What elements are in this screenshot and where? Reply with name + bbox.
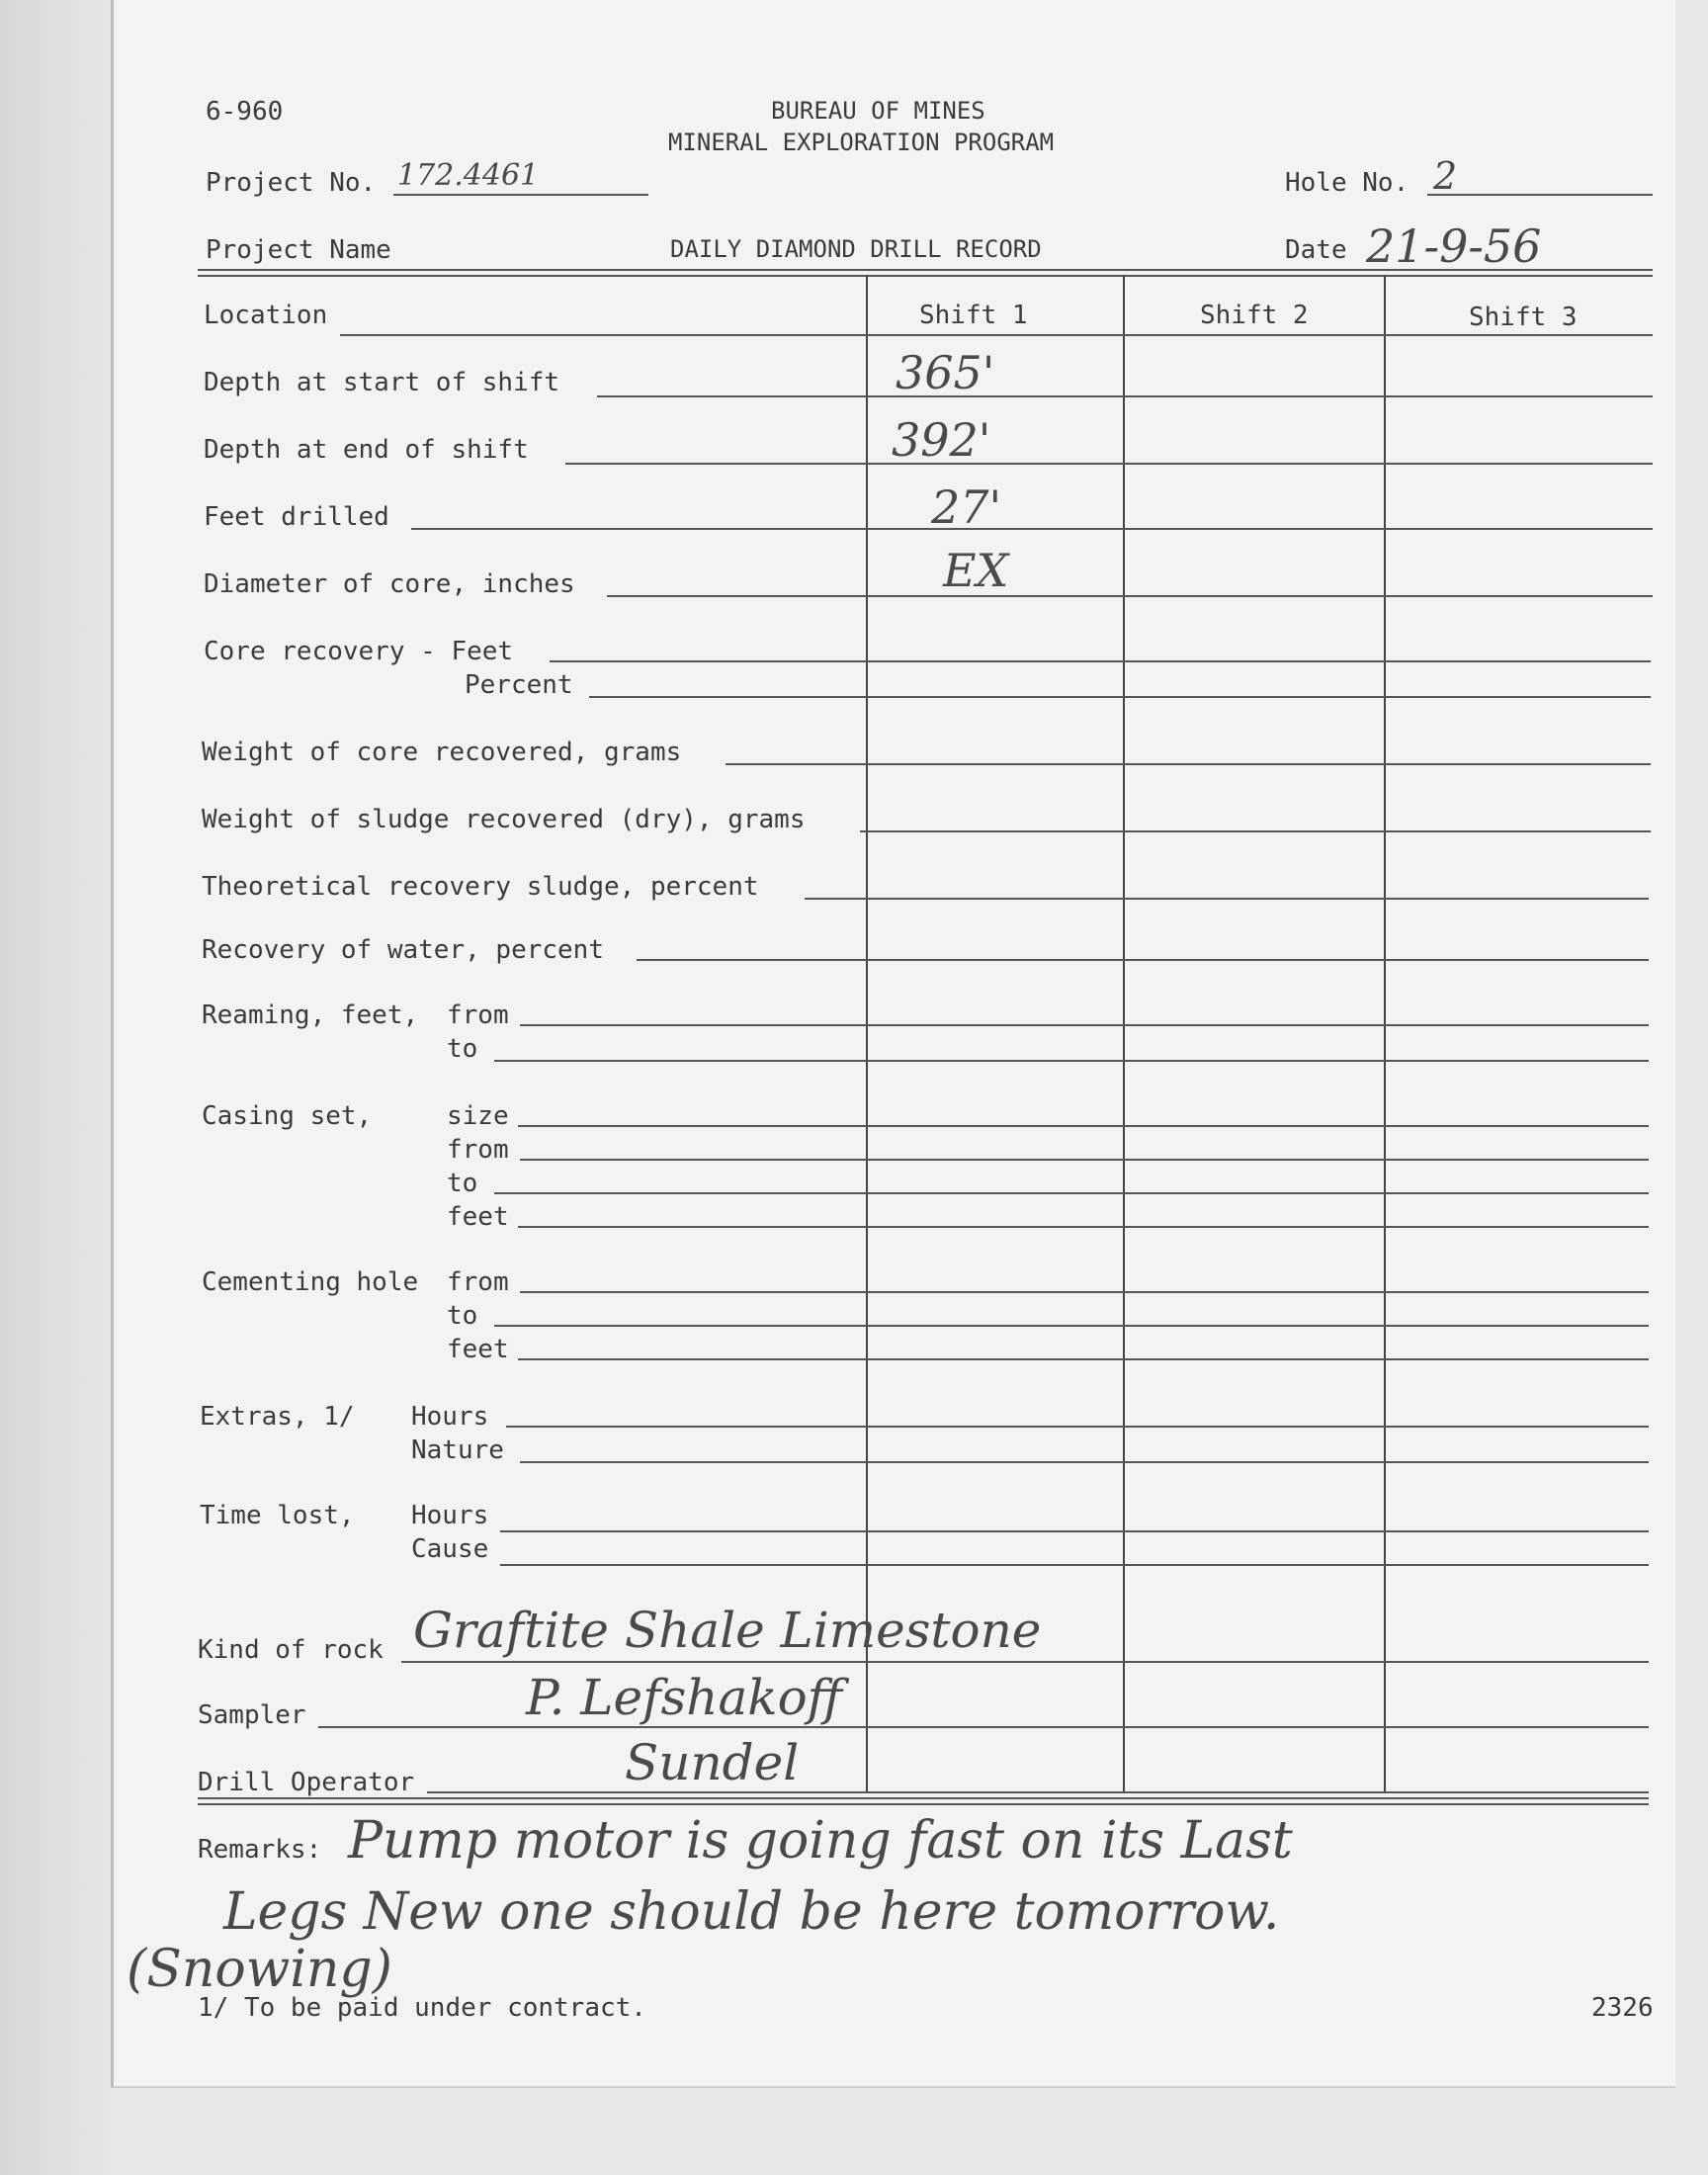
rule-casing-from <box>520 1159 1649 1161</box>
header-rule-1 <box>198 269 1653 271</box>
cementing-to: to <box>447 1301 478 1331</box>
row-weight-core: Weight of core recovered, grams <box>202 738 682 767</box>
row-depth-start: Depth at start of shift <box>204 368 560 397</box>
rule-feet-drilled <box>411 528 1653 530</box>
time-lost-cause: Cause <box>411 1534 489 1564</box>
rule-drill-operator <box>427 1791 1649 1793</box>
row-reaming: Reaming, feet, <box>202 1000 419 1030</box>
sampler-value: P. Lefshakoff <box>526 1669 843 1726</box>
rule-sampler <box>318 1726 1649 1728</box>
row-sampler: Sampler <box>198 1700 306 1730</box>
row-cementing: Cementing hole <box>202 1267 419 1297</box>
shift1-diameter: EX <box>943 544 1009 597</box>
row-theoretical: Theoretical recovery sludge, percent <box>202 872 759 902</box>
rule-time-hours <box>500 1530 1649 1532</box>
row-drill-operator: Drill Operator <box>198 1768 415 1797</box>
rule-theoretical <box>805 898 1649 900</box>
rule-time-cause <box>500 1564 1649 1566</box>
rule-bottom-2 <box>198 1803 1649 1805</box>
cementing-feet: feet <box>447 1335 509 1364</box>
rule-core-feet <box>550 660 1651 662</box>
rule-depth-start <box>597 395 1653 397</box>
rule-depth-end <box>565 463 1653 465</box>
hole-no-label: Hole No. <box>1285 168 1409 198</box>
rule-casing-size <box>518 1125 1649 1127</box>
row-casing: Casing set, <box>202 1101 373 1131</box>
casing-feet: feet <box>447 1202 509 1232</box>
shift1-feet-drilled: 27' <box>931 480 1002 534</box>
shift1-depth-start: 365' <box>896 346 995 399</box>
casing-to: to <box>447 1169 478 1198</box>
rule-core-percent <box>589 696 1651 698</box>
project-no-value: 172.4461 <box>397 158 540 193</box>
rule-cement-feet <box>518 1358 1649 1360</box>
col-shift-2: Shift 2 <box>1200 301 1309 330</box>
footnote: 1/ To be paid under contract. <box>198 1993 646 2023</box>
rule-kind-of-rock <box>401 1661 1649 1663</box>
rule-cement-to <box>494 1325 1649 1327</box>
page-edge <box>0 0 111 2175</box>
remarks-line-1: Pump motor is going fast on its Last <box>348 1811 1293 1870</box>
row-percent: Percent <box>465 670 573 700</box>
page-number: 2326 <box>1591 1993 1654 2023</box>
row-feet-drilled: Feet drilled <box>204 502 389 532</box>
hole-no-value: 2 <box>1433 154 1458 198</box>
project-no-label: Project No. <box>206 168 377 198</box>
rule-reaming-to <box>494 1060 1649 1062</box>
rule-diameter <box>607 595 1653 597</box>
col-shift-1: Shift 1 <box>919 301 1028 330</box>
cementing-from: from <box>447 1267 509 1297</box>
rule-extras-hours <box>506 1426 1649 1428</box>
remarks-label: Remarks: <box>198 1835 322 1865</box>
casing-size: size <box>447 1101 509 1131</box>
row-depth-end: Depth at end of shift <box>204 435 529 465</box>
rule-weight-core <box>726 763 1651 765</box>
rule-extras-nature <box>520 1461 1649 1463</box>
form-number: 6-960 <box>206 97 284 127</box>
remarks-line-2: Legs New one should be here tomorrow. <box>223 1882 1280 1942</box>
rule-bottom-1 <box>198 1797 1649 1799</box>
rule-cement-from <box>520 1291 1649 1293</box>
project-name-label: Project Name <box>206 235 391 265</box>
project-no-underline <box>393 194 648 196</box>
agency-title: BUREAU OF MINES <box>771 97 985 125</box>
drill-operator-value: Sundel <box>625 1734 800 1791</box>
extras-hours: Hours <box>411 1402 489 1432</box>
program-title: MINERAL EXPLORATION PROGRAM <box>668 129 1055 156</box>
date-label: Date <box>1285 235 1347 265</box>
rule-casing-to <box>494 1192 1649 1194</box>
record-title: DAILY DIAMOND DRILL RECORD <box>670 235 1042 263</box>
hole-no-underline <box>1427 194 1653 196</box>
header-rule-2 <box>198 275 1653 277</box>
row-location: Location <box>204 301 328 330</box>
row-kind-of-rock: Kind of rock <box>198 1635 384 1665</box>
time-lost-hours: Hours <box>411 1501 489 1530</box>
rule-location <box>340 334 1653 336</box>
kind-of-rock-value: Graftite Shale Limestone <box>413 1602 1042 1659</box>
row-time-lost: Time lost, <box>200 1501 355 1530</box>
casing-from: from <box>447 1135 509 1165</box>
row-weight-sludge: Weight of sludge recovered (dry), grams <box>202 805 806 834</box>
rule-casing-feet <box>518 1226 1649 1228</box>
remarks-line-3: (Snowing) <box>127 1940 392 1999</box>
row-extras: Extras, 1/ <box>200 1402 355 1432</box>
row-diameter: Diameter of core, inches <box>204 569 575 599</box>
date-value: 21-9-56 <box>1366 219 1542 273</box>
reaming-to: to <box>447 1034 478 1064</box>
rule-reaming-from <box>520 1024 1649 1026</box>
row-core-recovery: Core recovery - Feet <box>204 637 514 666</box>
reaming-from: from <box>447 1000 509 1030</box>
row-water: Recovery of water, percent <box>202 935 604 965</box>
extras-nature: Nature <box>411 1436 504 1465</box>
shift1-depth-end: 392' <box>892 413 991 467</box>
col-shift-3: Shift 3 <box>1469 303 1578 332</box>
rule-water <box>637 959 1649 961</box>
rule-weight-sludge <box>860 830 1651 832</box>
